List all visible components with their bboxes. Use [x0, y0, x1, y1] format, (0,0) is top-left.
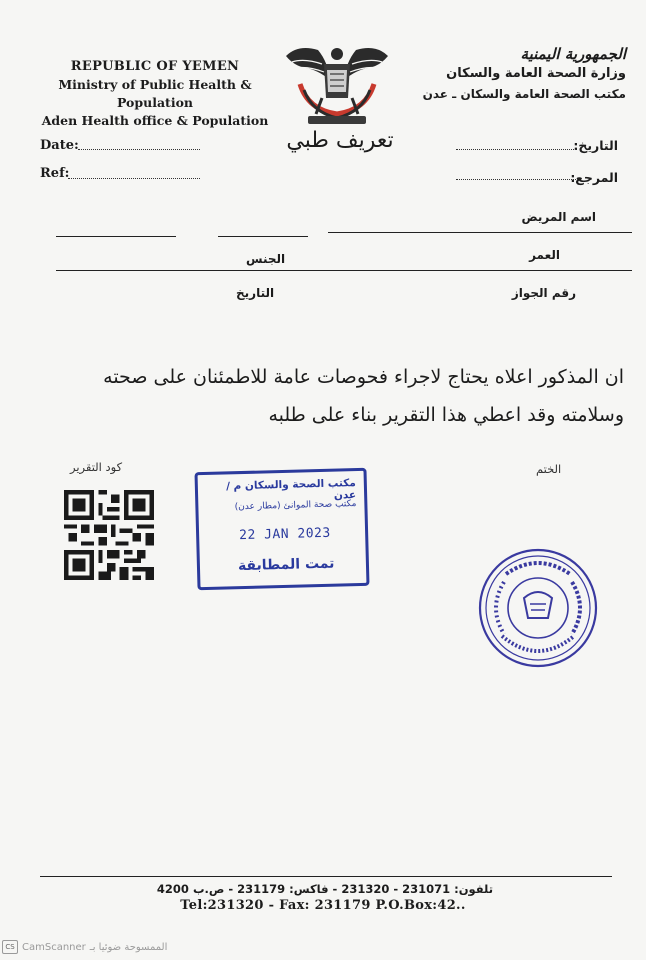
seal-label: الختم [536, 462, 562, 476]
body-line-2: وسلامته وقد اعطي هذا التقرير بناء على طلبه [268, 404, 624, 426]
ref-label-ar: المرجع: [570, 170, 618, 185]
footer-english-contact: Tel:231320 - Fax: 231179 P.O.Box:42.. [180, 898, 466, 913]
date-label-en: Date: [40, 138, 79, 153]
ref-line-ar [456, 178, 576, 180]
patient-name-line-3 [328, 232, 632, 233]
stamp-date: 22 JAN 2023 [238, 525, 331, 544]
header-arabic [416, 44, 626, 104]
round-seal-icon [476, 546, 600, 670]
footer-rule [40, 876, 612, 877]
ref-label-en: Ref: [40, 166, 70, 181]
camscanner-arabic: الممسوحة ضوئيا بـ [89, 941, 168, 953]
document-title: تعريف طبي [286, 128, 394, 153]
stamp-status: تمت المطابقة [237, 555, 335, 575]
date-label-ar: التاريخ: [573, 138, 618, 153]
passport-label: رقم الجواز [511, 286, 576, 300]
header-english [30, 58, 280, 130]
report-code-label: كود التقرير [70, 460, 123, 474]
camscanner-watermark [2, 940, 167, 954]
header-en-office: Aden Health office & Population [41, 113, 269, 128]
date-line-en [78, 148, 200, 150]
date-field-label: التاريخ [236, 286, 275, 300]
patient-name-line-2 [218, 236, 308, 237]
footer-arabic-contact: تلفون: 231071 - 231320 - فاكس: 231179 - ص.ب 4200 [156, 882, 494, 896]
body-line-1: ان المذكور اعلاه يحتاج لاجراء فحوصات عامة للاطمئنان على صحته [103, 366, 624, 388]
ref-line-en [68, 177, 200, 179]
header-ar-office: مكتب الصحة العامة والسكان ـ عدن [422, 87, 626, 101]
header-ar-ministry: وزارة الصحة العامة والسكان [446, 66, 626, 81]
age-label: العمر [529, 248, 560, 262]
header-en-country: REPUBLIC OF YEMEN [70, 59, 240, 74]
stamp-line-1: مكتب الصحة والسكان م / عدن [225, 477, 357, 502]
date-line-ar [456, 148, 576, 150]
gender-label: الجنس [246, 252, 286, 266]
qr-code-icon [64, 490, 154, 580]
header-en-ministry: Ministry of Public Health & Population [58, 77, 252, 110]
camscanner-logo-icon: CS [2, 940, 18, 954]
header-ar-country: الجمهورية اليمنية [520, 45, 626, 63]
approval-stamp [194, 468, 369, 590]
yemen-eagle-emblem-icon [278, 40, 396, 128]
age-gender-line [56, 270, 632, 271]
stamp-line-2: مكتب صحة الموانئ (مطار عدن) [234, 499, 357, 513]
camscanner-name: CamScanner [22, 941, 86, 953]
patient-name-label: اسم المريض [521, 210, 596, 224]
patient-name-line-1 [56, 236, 176, 237]
